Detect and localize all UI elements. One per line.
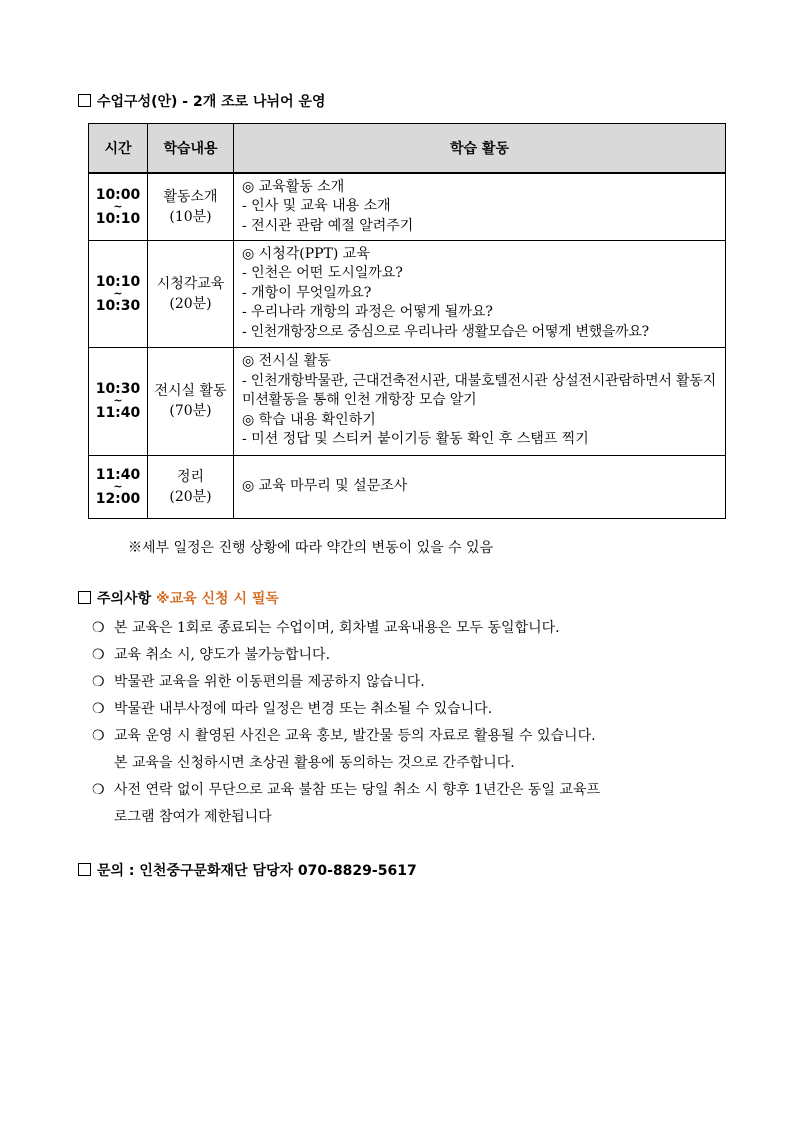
activity-line: - 전시관 관람 예절 알려주기 — [242, 217, 414, 234]
start-time: 10:30 — [95, 381, 141, 397]
list-item — [92, 669, 732, 696]
circle-bullet-icon: ❍ — [92, 620, 105, 636]
section-title: 주의사항 — [97, 591, 152, 607]
section-heading-class-structure — [78, 92, 326, 112]
content-cell — [148, 240, 234, 347]
duration-label: (20분) — [169, 295, 212, 312]
header-time: 시간 — [89, 124, 148, 174]
list-item-text: 박물관 내부사정에 따라 일정은 변경 또는 취소될 수 있습니다. — [114, 701, 493, 717]
activity-cell — [234, 347, 726, 455]
header-content: 학습내용 — [148, 124, 234, 174]
activity-line: - 미션 정답 및 스티커 붙이기등 활동 확인 후 스탬프 찍기 — [242, 431, 589, 448]
schedule-table — [88, 123, 726, 519]
table-row — [89, 455, 726, 518]
start-time: 10:00 — [95, 186, 141, 203]
list-item-text: 사전 연락 없이 무단으로 교육 불참 또는 당일 취소 시 향후 1년간은 동일 교육프 — [114, 782, 601, 798]
tilde: ~ — [113, 479, 123, 493]
circle-bullet-icon: ❍ — [92, 782, 105, 798]
activity-cell — [234, 173, 726, 240]
list-item — [92, 723, 732, 777]
list-item-text: 본 교육은 1회로 종료되는 수업이며, 회차별 교육내용은 모두 동일합니다. — [114, 620, 560, 636]
warning-text: ※교육 신청 시 필독 — [155, 591, 279, 607]
list-item-text: 교육 취소 시, 양도가 불가능합니다. — [114, 647, 331, 663]
list-item-text: 로그램 참여가 제한됩니다 — [114, 809, 272, 825]
activity-line: - 인천개항장으로 중심으로 우리나라 생활모습은 어떻게 변했을까요? — [242, 323, 649, 340]
section-title: 수업구성(안) - 2개 조로 나뉘어 운영 — [97, 94, 326, 110]
time-cell — [89, 240, 148, 347]
activity-line: - 인천은 어떤 도시일까요? — [242, 265, 403, 282]
contact-text: 문의 : 인천중구문화재단 담당자 070-8829-5617 — [97, 863, 417, 879]
end-time: 11:40 — [95, 405, 141, 421]
section-heading-precautions — [78, 589, 279, 609]
circle-bullet-icon: ❍ — [92, 647, 105, 663]
list-item-text: 교육 운영 시 촬영된 사진은 교육 홍보, 발간물 등의 자료로 활용될 수 있습니다. — [114, 728, 596, 744]
header-activity: 학습 활동 — [234, 124, 726, 174]
activity-line: ◎ 전시실 활동 — [242, 353, 331, 370]
section-heading-contact — [78, 861, 417, 881]
content-label: 정리 — [176, 468, 205, 485]
start-time: 10:10 — [95, 273, 141, 290]
activity-line: ◎ 시청각(PPT) 교육 — [242, 245, 370, 262]
activity-cell — [234, 455, 726, 518]
circle-bullet-icon: ❍ — [92, 674, 105, 690]
table-row — [89, 240, 726, 347]
tilde: ~ — [113, 199, 123, 213]
start-time: 11:40 — [95, 466, 141, 483]
activity-line: - 인사 및 교육 내용 소개 — [242, 198, 391, 214]
table-row — [89, 347, 726, 455]
activity-line: ◎ 교육활동 소개 — [242, 178, 345, 195]
time-cell — [89, 173, 148, 240]
content-label: 전시실 활동 — [154, 383, 227, 399]
activity-line: - 인천개항박물관, 근대건축전시관, 대불호텔전시관 상설전시관람하면서 활동지 미션활동을 통해 인천 개항장 모습 알기 — [242, 372, 716, 409]
checkbox-square-icon — [78, 863, 91, 876]
end-time: 10:10 — [95, 210, 141, 227]
content-cell — [148, 347, 234, 455]
activity-line: ◎ 학습 내용 확인하기 — [242, 411, 376, 428]
content-cell — [148, 173, 234, 240]
activity-line: - 개항이 무엇일까요? — [242, 284, 372, 301]
list-item-text: 박물관 교육을 위한 이동편의를 제공하지 않습니다. — [114, 674, 425, 690]
activity-line: ◎ 교육 마무리 및 설문조사 — [242, 477, 408, 494]
list-item — [92, 615, 732, 642]
list-item-text: 본 교육을 신청하시면 초상권 활용에 동의하는 것으로 간주합니다. — [114, 755, 515, 771]
tilde: ~ — [113, 394, 123, 407]
circle-bullet-icon: ❍ — [92, 701, 105, 717]
activity-line: - 우리나라 개항의 과정은 어떻게 될까요? — [242, 304, 493, 321]
precaution-list — [92, 615, 732, 831]
content-label: 시청각교육 — [156, 275, 225, 292]
content-cell — [148, 455, 234, 518]
end-time: 10:30 — [95, 297, 141, 314]
tilde: ~ — [113, 286, 123, 300]
checkbox-square-icon — [78, 94, 91, 107]
activity-cell — [234, 240, 726, 347]
content-label: 활동소개 — [163, 188, 218, 205]
list-item — [92, 642, 732, 669]
list-item — [92, 777, 732, 831]
schedule-note: ※세부 일정은 진행 상황에 따라 약간의 변동이 있을 수 있음 — [128, 540, 494, 556]
table-header-row — [89, 124, 726, 174]
time-cell — [89, 455, 148, 518]
list-item — [92, 696, 732, 723]
duration-label: (10분) — [169, 208, 212, 225]
circle-bullet-icon: ❍ — [92, 728, 105, 744]
table-row — [89, 173, 726, 240]
checkbox-square-icon — [78, 591, 91, 604]
duration-label: (20분) — [169, 488, 212, 505]
duration-label: (70분) — [169, 403, 212, 419]
end-time: 12:00 — [95, 490, 141, 507]
time-cell — [89, 347, 148, 455]
